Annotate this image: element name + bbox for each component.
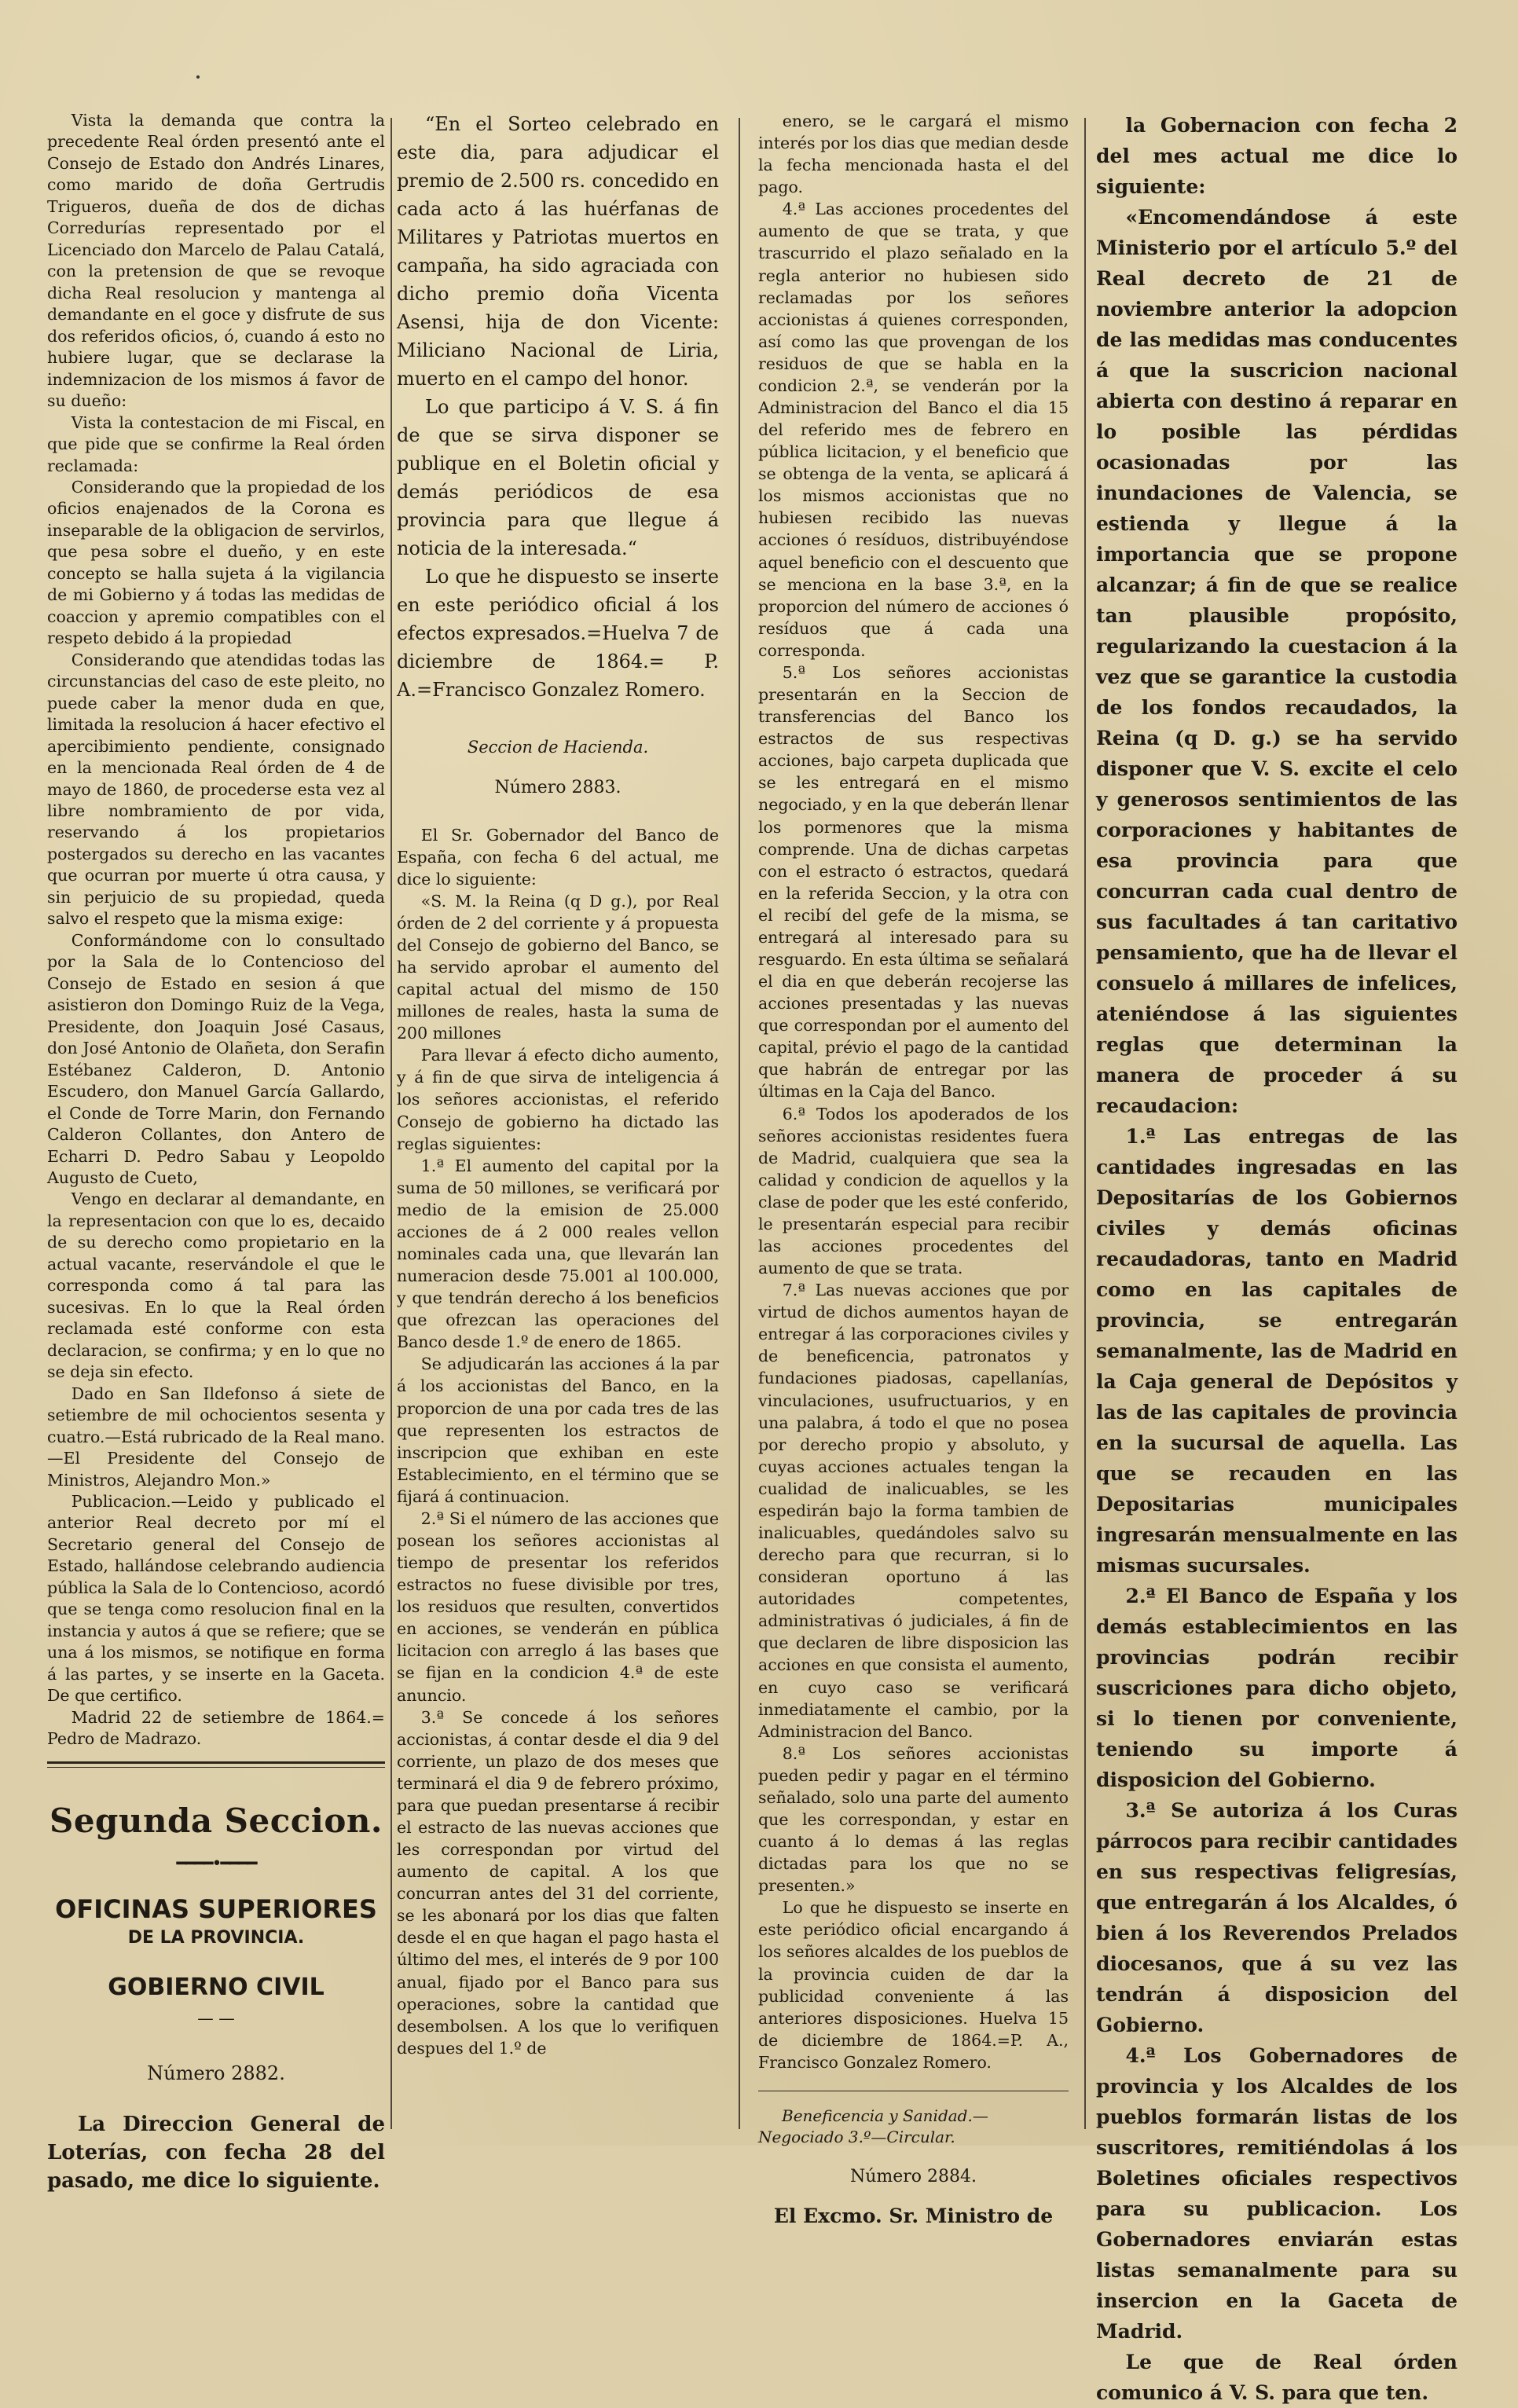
paragraph: Publicacion.—Leido y publicado el anterior Real decreto por mí el Secretario general del Consejo de Estado, hallándose celebrando audiencia pública la Sala de lo Contencioso, acordó que se tenga como resolucion final en la instancia y autos á que se refiere; que se una á los mismos, se notifique en forma á las partes, y se inserte en la Gaceta. De que certifico. [47,1492,385,1706]
paragraph: “En el Sorteo celebrado en este dia, para adjudicar el premio de 2.500 rs. concedido en cada acto á las huérfanas de Militares y Patriotas muertos en campaña, ha sido agraciada con dicho premio doña Vicenta Asensi, hija de don Vicente: Miliciano Nacional de Liria, muerto en el campo del honor. [397,113,719,390]
province-heading: DE LA PROVINCIA. [127,1928,305,1948]
paragraph: 3.ª Se concede á los señores accionistas, á contar desde el dia 9 del corriente, un plazo de dos meses que terminará el dia 9 de febrero próximo, para que puedan presentarse á recibir el estracto de las nuevas acciones que les correspondan por virtud del aumento de capital. A los que concurran antes del 31 del corriente, se les abonará por los dias que falten desde el en que hagan el pago hasta el último del mes, el interés de 9 por 100 anual, fijado por el Banco para sus operaciones, sobre la cantidad que desembolsen. A los que lo verifiquen despues del 1.º de [397,1707,719,2058]
paragraph: Le que de Real órden comunico á V. S. para que ten. [1096,2351,1458,2404]
paragraph: 8.ª Los señores accionistas pueden pedir y pagar en el término señalado, solo una parte del aumento que les correspondan, y estar en cuanto á lo demas á las reglas dictadas para los que no se presenten.» [758,1743,1069,1896]
paragraph: Lo que participo á V. S. á fin de que se sirva disponer se publique en el Boletin oficial y demás periódicos de esa provincia para que llegue á noticia de la interesada.“ [397,396,719,559]
paragraph: Considerando que atendidas todas las circunstancias del caso de este pleito, no puede caber la menor duda en que, limitada la resolucion á hacer efectivo el apercibimiento pendiente, consignado en la mencionada Real órden de 4 de mayo de 1860, de procederse esta vez al libre nombramiento de por vida, reservando á los propietarios postergados su derecho en las vacantes que ocurran por muerte ú otra causa, y sin perjuicio de su propiedad, queda salvo el respeto que la misma exige: [47,650,385,929]
lead-paragraph: La Direccion General de Loterías, con fecha 28 del pasado, me dice lo siguiente. [47,2112,385,2194]
paragraph: Lo que he dispuesto se inserte en este periódico oficial á los efectos expresados.=Huelva 7 de diciembre de 1864.= P. A.=Francisco Gonzalez Romero. [397,566,719,701]
item-number: Número 2883. [494,777,622,797]
ornament-divider: ━━━━•━━━━ [176,1853,256,1874]
item-number: Número 2882. [147,2062,285,2085]
paragraph: Se adjudicarán las acciones á la par á los accionistas del Banco, en la proporcion de una por cada tres de las que representen los estractos de inscripcion que exhiban en este Establecimiento, en el término que se fijará á continuacion. [397,1354,719,1506]
column-rule [1084,118,1086,2129]
paragraph: 5.ª Los señores accionistas presentarán en la Seccion de transferencias del Banco los estractos de sus respectivas acciones, bajo carpeta duplicada que se les entregará en el mismo negociado, y en la que deberán llenar los pormenores que la misma comprende. Una de dichas carpetas con el estracto ó estractos, quedará en la referida Seccion, y la otra con el recibí del gefe de la misma, se entregará al interesado para su resguardo. En esta última se señalará el dia en que deberán recojerse las acciones presentadas y las nuevas que correspondan por el aumento del capital, prévio el pago de la cantidad que habrán de entregar por las últimas en la Caja del Banco. [758,662,1069,1101]
closing-line: El Excmo. Sr. Ministro de [773,2205,1054,2228]
section-heading: Seccion de Hacienda. [467,738,649,757]
paragraph: 1.ª Las entregas de las cantidades ingresadas en las Depositarías de los Gobiernos civiles y demás oficinas recaudadoras, tanto en Madrid como en las capitales de provincia, se entregarán semanalmente, las de Madrid en la Caja general de Depósitos y las de las capitales de provincia en la sucursal de aquella. Las que se recauden en las Depositarias municipales ingresarán mensualmente en las mismas sucursales. [1096,1125,1458,1577]
paragraph: El Sr. Gobernador del Banco de España, con fecha 6 del actual, me dice lo siguiente: [397,825,719,889]
divider [47,1767,385,1768]
dash-divider: — — [197,2008,235,2028]
paragraph: 4.ª Las acciones procedentes del aumento de que se trata, y que trascurrido el plazo señalado en la regla anterior no hubiesen sido reclamadas por los señores accionistas á quienes corresponden, así como las que provengan de los residuos de que se habla en la condicion 2.ª, se venderán por la Administracion del Banco el dia 15 del referido mes de febrero en pública licitacion, y el beneficio que se obtenga de la venta, se aplicará á los mismos accionistas que no hubiesen recibido las nuevas acciones ó resíduos, distribuyéndose aquel beneficio con el descuento que se menciona en la base 3.ª, en la proporcion del número de acciones ó resíduos que á cada una corresponda. [758,200,1069,660]
paragraph: 2.ª Si el número de las acciones que posean los señores accionistas al tiempo de presentar los referidos estractos no fuese divisible por tres, los residuos que resulten, convertidos en acciones, se venderán en pública licitacion con arreglo á las bases que se fijan en la condicion 4.ª de este anuncio. [397,1508,719,1705]
paragraph: Conformándome con lo consultado por la Sala de lo Contencioso del Consejo de Estado en sesion á que asistieron don Domingo Ruiz de la Vega, Presidente, don Joaquin José Casaus, don José Antonio de Olañeta, don Serafin Estébanez Calderon, D. Antonio Escudero, don Manuel García Gallardo, el Conde de Torre Marin, don Fernando Calderon Collantes, don Antero de Echarri D. Pedro Sabau y Leopoldo Augusto de Cueto, [47,930,385,1187]
paragraph: Madrid 22 de setiembre de 1864.= Pedro de Madrazo. [47,1707,385,1749]
paragraph: la Gobernacion con fecha 2 del mes actual me dice lo siguiente: [1096,114,1458,198]
item-number: Número 2884. [849,2166,977,2186]
page-dot [196,75,200,79]
column-3 [758,110,1069,2228]
paragraph: Vista la contestacion de mi Fiscal, en que pide que se confirme la Real órden reclamada: [47,412,385,475]
paragraph: Para llevar á efecto dicho aumento, y á fin de que sirva de inteligencia á los señores accionistas, el referido Consejo de gobierno ha dictado las reglas siguientes: [397,1046,719,1153]
paragraph: Dado en San Ildefonso á siete de setiembre de mil ochocientos sesenta y cuatro.—Está rubricado de la Real mano.—El Presidente del Consejo de Ministros, Alejandro Mon.» [47,1384,385,1490]
paragraph: «Encomendándose á este Ministerio por el artículo 5.º del Real decreto de 21 de noviembre anterior la adopcion de las medidas mas conducentes á que la suscricion nacional abierta con destino á reparar en lo posible las pérdidas ocasionadas por las inundaciones de Valencia, se estienda y llegue á la importancia que se propone alcanzar; á fin de que se realice tan plausible propósito, regularizando la cuestacion á la vez que se garantice la custodia de los fondos recaudados, la Reina (q D. g.) se ha servido disponer que V. S. excite el celo y generosos sentimientos de las corporaciones y habitantes de esa provincia para que concurran cada cual dentro de sus facultades á tan caritativo pensamiento, que ha de llevar el consuelo á millares de infelices, ateniéndose á las siguientes reglas que determinan la manera de proceder á su recaudacion: [1096,206,1458,1117]
gobierno-heading: GOBIERNO CIVIL [108,1973,324,2001]
subsection-heading: Beneficencia y Sanidad.—Negociado 3.º—Circular. [758,2106,988,2146]
section-title: Segunda Seccion. [49,1801,383,1840]
paragraph: Lo que he dispuesto se inserte en este periódico oficial encargando á los señores alcaldes de los pueblos de la provincia cuiden de dar la publicidad conveniente á las anteriores disposiciones. Huelva 15 de diciembre de 1864.=P. A., Francisco Gonzalez Romero. [758,1898,1069,2072]
paragraph: 2.ª El Banco de España y los demás establecimientos en las provincias podrán recibir suscriciones para dicho objeto, si lo tienen por conveniente, teniendo su importe á disposicion del Gobierno. [1096,1585,1458,1791]
paragraph: 1.ª El aumento del capital por la suma de 50 millones, se verificará por medio de la emision de 25.000 acciones de á 2 000 reales vellon nominales cada una, que llevarán lan numeracion desde 75.001 al 100.000, y que tendrán derecho á los beneficios que ofrezcan las operaciones del Banco desde 1.º de enero de 1865. [397,1156,719,1352]
article-body [397,824,719,2059]
paragraph: «S. M. la Reina (q D g.), por Real órden de 2 del corriente y á propuesta del Consejo de gobierno del Banco, se ha servido aprobar el aumento del capital actual del mismo de 150 millones de reales, hasta la suma de 200 millones [397,891,719,1043]
column-4 [1096,110,1458,2404]
paragraph: Vengo en declarar al demandante, en la representacion con que lo es, decaido de su derecho como propietario en la actual vacante, reservándole el que le corresponda como á tal para las sucesivas. En lo que la Real órden reclamada esté conforme con esta declaracion, se confirma; y en lo que no se deja sin efecto. [47,1189,385,1382]
column-rule [739,118,740,2129]
column-1 [47,110,385,2194]
paragraph: 6.ª Todos los apoderados de los señores accionistas residentes fuera de Madrid, cualquiera que sea la calidad y condicion de aquellos y la clase de poder que les esté conferido, le presentarán especial para recibir las acciones procedentes del aumento de que se trata. [758,1104,1069,1278]
column-2 [397,110,719,2114]
paragraph: Vista la demanda que contra la precedente Real órden presentó ante el Consejo de Estado don Andrés Linares, como marido de doña Gertrudis Trigueros, dueña de dos de dichas Corredurías representado por el Licenciado don Marcelo de Palau Catalá, con la pretension de que se revoque dicha Real resolucion y mantenga al demandante en el goce y disfrute de sus dos referidos oficios, ó, cuando á esto no hubiere lugar, que se declarase la indemnizacion de los mismos á favor de su dueño: [47,111,385,411]
paragraph: enero, se le cargará el mismo interés por los dias que median desde la fecha mencionada hasta el del pago. [758,112,1069,197]
paragraph: 7.ª Las nuevas acciones que por virtud de dichos aumentos hayan de entregar á las corporaciones civiles y de beneficencia, patronatos y fundaciones piadosas, capellanías, vinculaciones, usufructuarios, y en una palabra, á todo el que no posea por derecho propio y absoluto, y cuyas acciones actuales tengan la cualidad de inalicuables, se les espedirán bajo la forma tambien de inalicuables, quedándoles salvo su derecho para que recurran, si lo consideran oportuno á las autoridades competentes, administrativas ó judiciales, á fin de que declaren de libre disposicion las acciones en que consista el aumento, en cuyo caso se verificará inmediatamente el cambio, por la Administracion del Banco. [758,1281,1069,1741]
column-rule [390,118,392,2129]
paragraph: Considerando que la propiedad de los oficios enajenados de la Corona es inseparable de la obligacion de servirlos, que pesa sobre el dueño, y en este concepto se halla sujeta á la vigilancia de mi Gobierno y á todas las medidas de coaccion y apremio compatibles con el respeto debido á la propiedad [47,477,385,648]
paragraph: 3.ª Se autoriza á los Curas párrocos para recibir cantidades en sus respectivas feligresías, que entregarán á los Alcaldes, ó bien á los Reverendos Prelados diocesanos, que á su vez las tendrán á disposicion del Gobierno. [1096,1799,1458,2036]
paragraph: 4.ª Los Gobernadores de provincia y los Alcaldes de los pueblos formarán listas de los suscritores, remitiéndolas á los Boletines oficiales respectivos para su publicacion. Los Gobernadores enviarán estas listas semanalmente para su insercion en la Gaceta de Madrid. [1096,2044,1458,2343]
offices-heading: OFICINAS SUPERIORES [55,1894,377,1925]
divider [47,1761,385,1764]
